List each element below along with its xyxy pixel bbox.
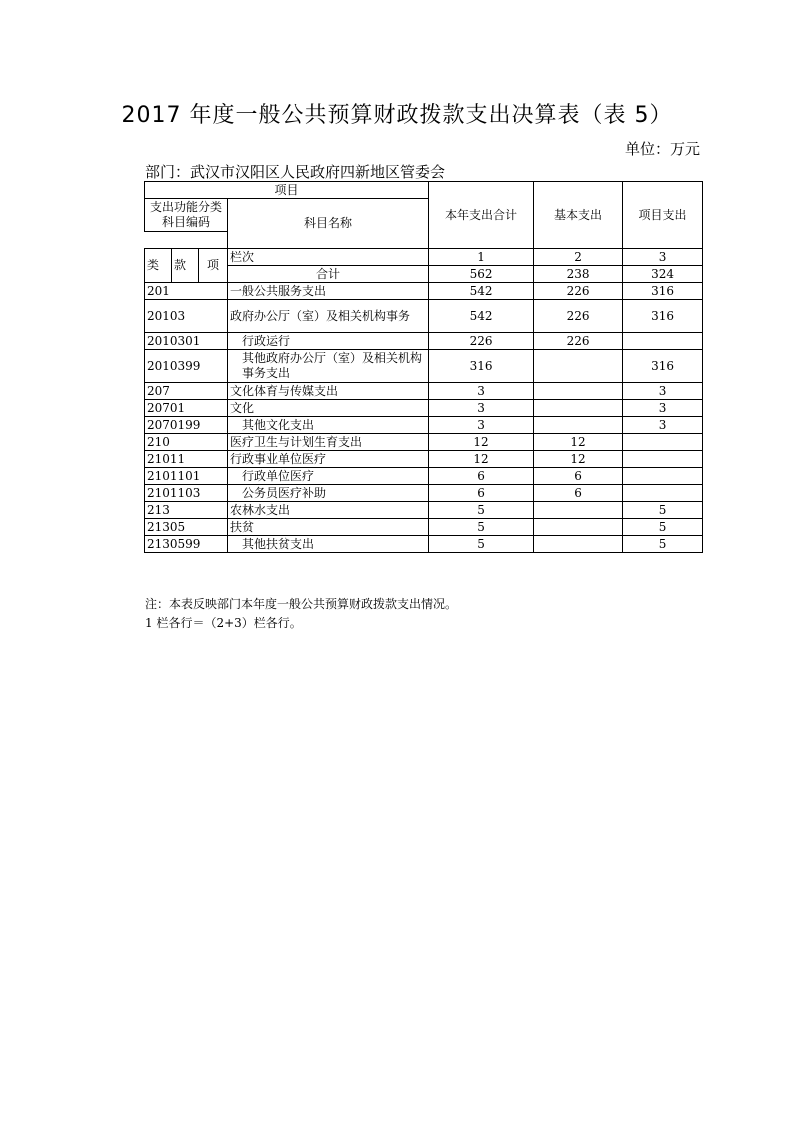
row-total: 316: [429, 350, 534, 383]
table-row: [145, 468, 703, 485]
row-total: 5: [429, 536, 534, 553]
row-name: 文化: [228, 400, 429, 417]
header-func-code: 支出功能分类科目编码: [145, 199, 228, 232]
row-project: 316: [623, 300, 703, 333]
lan-ci-label: 栏次: [228, 249, 429, 266]
row-total: 226: [429, 333, 534, 350]
table-row: [145, 485, 703, 502]
row-total: 6: [429, 485, 534, 502]
table-row: [145, 434, 703, 451]
table-row: [145, 451, 703, 468]
row-basic: 226: [534, 283, 623, 300]
row-total: 12: [429, 434, 534, 451]
row-name: 公务员医疗补助: [228, 485, 429, 502]
row-basic: 6: [534, 485, 623, 502]
row-total: 542: [429, 300, 534, 333]
table-row: [145, 350, 703, 383]
table-row: [145, 283, 703, 300]
table-row: [145, 417, 703, 434]
row-code: 20701: [145, 400, 228, 417]
row-project: 316: [623, 350, 703, 383]
table-row: [145, 300, 703, 333]
col-no-3: 3: [623, 249, 703, 266]
row-code: 2101103: [145, 485, 228, 502]
unit-label: 单位：万元: [624, 140, 700, 158]
row-basic: [534, 519, 623, 536]
row-total: 5: [429, 519, 534, 536]
heji-label: 合计: [228, 266, 429, 283]
row-project: [623, 468, 703, 485]
row-code: 2130599: [145, 536, 228, 553]
table-row: [145, 333, 703, 350]
row-code: 2010301: [145, 333, 228, 350]
department-label: 部门：武汉市汉阳区人民政府四新地区管委会: [145, 163, 446, 181]
row-project: [623, 434, 703, 451]
row-name: 其他文化支出: [228, 417, 429, 434]
row-name: 行政事业单位医疗: [228, 451, 429, 468]
row-name: 扶贫: [228, 519, 429, 536]
row-basic: [534, 350, 623, 383]
row-code: 2101101: [145, 468, 228, 485]
row-code: 21011: [145, 451, 228, 468]
row-project: 5: [623, 519, 703, 536]
row-basic: 12: [534, 451, 623, 468]
row-basic: 226: [534, 300, 623, 333]
header-project-exp: 项目支出: [623, 182, 703, 249]
row-code: 21305: [145, 519, 228, 536]
row-total: 3: [429, 417, 534, 434]
table-row: [145, 400, 703, 417]
row-code: 2070199: [145, 417, 228, 434]
col-no-1: 1: [429, 249, 534, 266]
row-name: 其他政府办公厅（室）及相关机构事务支出: [228, 350, 429, 383]
row-basic: 12: [534, 434, 623, 451]
row-code: 201: [145, 283, 228, 300]
header-kuan: 款: [172, 249, 199, 283]
row-name: 行政运行: [228, 333, 429, 350]
row-name: 政府办公厅（室）及相关机构事务: [228, 300, 429, 333]
row-code: 20103: [145, 300, 228, 333]
row-basic: [534, 383, 623, 400]
row-total: 542: [429, 283, 534, 300]
table-row: [145, 519, 703, 536]
row-total: 3: [429, 400, 534, 417]
note-line: 1 栏各行＝（2+3）栏各行。: [145, 616, 302, 630]
row-basic: [534, 502, 623, 519]
row-project: 3: [623, 400, 703, 417]
row-project: 3: [623, 383, 703, 400]
row-name: 农林水支出: [228, 502, 429, 519]
row-basic: [534, 417, 623, 434]
col-no-2: 2: [534, 249, 623, 266]
header-lei: 类: [145, 249, 172, 283]
row-total: 12: [429, 451, 534, 468]
row-total: 5: [429, 502, 534, 519]
row-name: 文化体育与传媒支出: [228, 383, 429, 400]
row-code: 207: [145, 383, 228, 400]
row-basic: 6: [534, 468, 623, 485]
notes: [145, 595, 457, 633]
table-row: [145, 502, 703, 519]
header-subject-name: 科目名称: [228, 199, 429, 249]
row-project: 3: [623, 417, 703, 434]
table-row: [145, 383, 703, 400]
header-basic: 基本支出: [534, 182, 623, 249]
row-project: [623, 485, 703, 502]
row-code: 213: [145, 502, 228, 519]
header-xiang: 项: [199, 249, 228, 283]
row-basic: [534, 536, 623, 553]
expenditure-table: [144, 181, 703, 553]
row-name: 行政单位医疗: [228, 468, 429, 485]
heji-total: 562: [429, 266, 534, 283]
row-name: 一般公共服务支出: [228, 283, 429, 300]
heji-project: 324: [623, 266, 703, 283]
page-title: 2017 年度一般公共预算财政拨款支出决算表（表 5）: [121, 103, 673, 128]
row-name: 医疗卫生与计划生育支出: [228, 434, 429, 451]
row-total: 3: [429, 383, 534, 400]
row-project: 316: [623, 283, 703, 300]
note-line: 注：本表反映部门本年度一般公共预算财政拨款支出情况。: [145, 597, 458, 611]
table-row: [145, 536, 703, 553]
header-project: 项目: [145, 182, 429, 199]
row-project: [623, 333, 703, 350]
row-project: 5: [623, 536, 703, 553]
row-name: 其他扶贫支出: [228, 536, 429, 553]
row-project: [623, 451, 703, 468]
row-project: 5: [623, 502, 703, 519]
row-total: 6: [429, 468, 534, 485]
heji-basic: 238: [534, 266, 623, 283]
row-basic: [534, 400, 623, 417]
header-total: 本年支出合计: [429, 182, 534, 249]
row-code: 210: [145, 434, 228, 451]
row-code: 2010399: [145, 350, 228, 383]
row-basic: 226: [534, 333, 623, 350]
